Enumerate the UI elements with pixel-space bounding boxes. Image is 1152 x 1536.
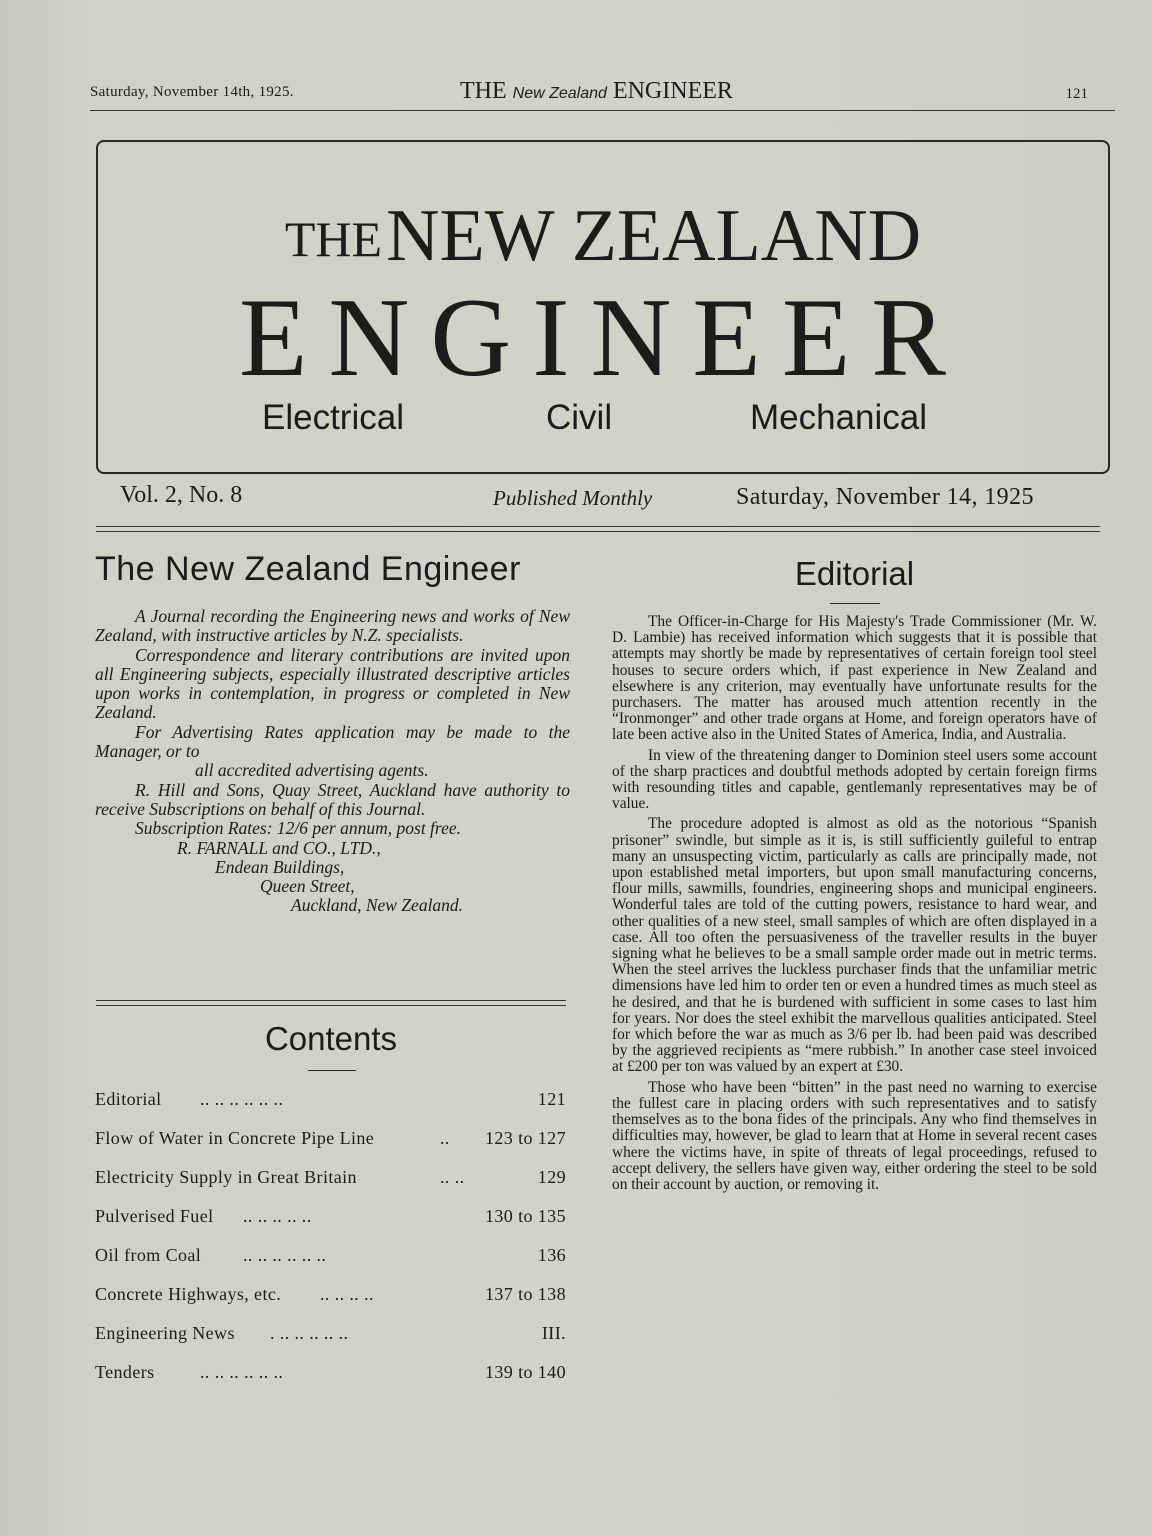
publisher-city: Auckland, New Zealand. [291, 895, 464, 916]
contents-list [95, 1085, 568, 1397]
about-paragraph: A Journal recording the Engineering news and works of New Zealand, with instructive articles by N.Z. specialists. [95, 606, 570, 646]
contents-entry-title: Editorial [95, 1089, 162, 1109]
running-head-title [460, 78, 733, 105]
issue-date: Saturday, November 14, 1925 [736, 484, 1034, 510]
contents-entry-pages: 139 to 140 [484, 1362, 566, 1382]
publisher-building: Endean Buildings, [215, 856, 345, 877]
contents-entry-leader: .. .. .. .. .. .. [200, 1362, 284, 1382]
publisher-street: Queen Street, [260, 876, 355, 897]
contents-rule [96, 1000, 566, 1006]
volume-bar [100, 482, 1100, 518]
contents-entry-leader: .. .. [440, 1167, 465, 1187]
contents-entry[interactable] [95, 1124, 568, 1163]
contents-entry-title: Tenders [95, 1362, 155, 1382]
running-head-engineer: ENGINEER [612, 78, 733, 104]
contents-entry-title: Engineering News [95, 1323, 235, 1343]
about-text [95, 607, 570, 916]
discipline-civil: Civil [546, 398, 613, 437]
subscription-rates: Subscription Rates: 12/6 per annum, post free. [135, 818, 461, 839]
masthead [96, 140, 1110, 474]
masthead-engineer: ENGINEER [239, 276, 967, 400]
discipline-mechanical: Mechanical [750, 398, 928, 437]
discipline-electrical: Electrical [262, 398, 404, 437]
contents-entry[interactable] [95, 1163, 568, 1202]
contents-entry-title: Pulverised Fuel [95, 1206, 214, 1226]
editorial-paragraph: Those who have been “bitten” in the past need no warning to exercise the fullest care in placing orders with such representatives and to satisfy themselves as to the bona fides of the principals. Any who find themselves in difficulties may, however, be glad to learn that at Home in several recent cases where the victims have, in spite of threats of legal proceedings, refused to accept delivery, the sellers have given way, either ordering the steel to be sold on their account by auction, or removing it. [612, 1078, 1097, 1193]
contents-entry-title: Concrete Highways, etc. [95, 1284, 282, 1304]
running-head-new-zealand: New Zealand [512, 85, 607, 102]
about-paragraph: For Advertising Rates application may be made to the Manager, or to [95, 721, 570, 762]
contents-entry-leader: .. .. .. .. .. [243, 1206, 312, 1226]
masthead-new-zealand: NEW ZEALAND [386, 195, 922, 277]
contents-heading: Contents [264, 1020, 398, 1057]
contents-entry-pages: III. [541, 1323, 566, 1343]
contents-heading-rule [308, 1070, 356, 1071]
header-rule [90, 110, 1115, 111]
running-head [90, 80, 1090, 112]
about-paragraph: Correspondence and literary contributions are invited upon all Engineering subjects, especially illustrated descriptive articles upon works in contemplation, in progress or completed in New Zealand. [95, 644, 570, 723]
contents-entry-leader: .. .. .. .. .. .. [200, 1089, 284, 1109]
about-column [95, 550, 570, 916]
editorial-column [612, 555, 1097, 1197]
contents-entry[interactable] [95, 1280, 568, 1319]
contents-entry-leader: .. .. .. .. [320, 1284, 374, 1304]
contents-entry-pages: 121 [537, 1089, 566, 1109]
contents-entry-pages: 137 to 138 [484, 1284, 566, 1304]
contents-entry-title: Electricity Supply in Great Britain [95, 1167, 357, 1187]
publisher-name: R. FARNALL and CO., LTD., [177, 837, 381, 858]
contents-entry[interactable] [95, 1319, 568, 1358]
contents-entry-leader: . .. .. .. .. .. [270, 1323, 349, 1343]
publication-frequency: Published Monthly [493, 486, 653, 510]
contents-entry-pages: 136 [537, 1245, 566, 1265]
editorial-heading-rule [830, 603, 880, 604]
running-head-date: Saturday, November 14th, 1925. [90, 84, 294, 100]
contents-entry[interactable] [95, 1202, 568, 1241]
contents-entry-leader: .. .. .. .. .. .. [243, 1245, 327, 1265]
contents-entry[interactable] [95, 1241, 568, 1280]
editorial-text [612, 614, 1097, 1193]
masthead-title-line [98, 194, 1108, 279]
contents-entry-leader: .. [440, 1128, 450, 1148]
contents-entry-pages: 129 [537, 1167, 566, 1187]
editorial-heading: Editorial [794, 555, 915, 592]
about-heading: The New Zealand Engineer [95, 550, 521, 588]
about-paragraph: all accredited advertising agents. [195, 760, 429, 781]
masthead-double-rule [96, 526, 1100, 532]
contents-entry-pages: 130 to 135 [484, 1206, 566, 1226]
volume-number: Vol. 2, No. 8 [120, 482, 243, 508]
running-head-the: THE [460, 78, 507, 104]
masthead-disciplines [98, 398, 1108, 442]
contents-entry-title: Flow of Water in Concrete Pipe Line [95, 1128, 375, 1148]
contents-entry[interactable] [95, 1358, 568, 1397]
about-paragraph: R. Hill and Sons, Quay Street, Auckland have authority to receive Subscriptions on behalf of this Journal. [95, 779, 570, 819]
editorial-paragraph: In view of the threatening danger to Dominion steel users some account of the sharp practices and doubtful methods adopted by certain foreign firms with resounding titles and capable, gentlemanly representatives may be of value. [612, 746, 1097, 813]
contents-entry[interactable] [95, 1085, 568, 1124]
contents-entry-pages: 123 to 127 [484, 1128, 566, 1148]
masthead-the: THE [284, 211, 383, 267]
editorial-paragraph: The Officer-in-Charge for His Majesty's Trade Commissioner (Mr. W. D. Lambie) has received information which suggests that it is possible that attempts may shortly be made by representatives of certain foreign tool steel houses to secure orders which, if past experience in New Zealand and elsewhere is any criterion, may eventually have unfortunate results for the purchasers. The matter has aroused much attention recently in the “Ironmonger” and other trade organs at Home, and foreign operators have of late been active also in the United States of America, India, and Australia. [612, 613, 1097, 744]
contents-entry-title: Oil from Coal [95, 1245, 202, 1265]
editorial-paragraph: The procedure adopted is almost as old as the notorious “Spanish prisoner” swindle, but simple as it is, is still sufficiently guileful to entrap many an unsuspecting victim, particularly as calls are principally made, not upon established metal importers, but upon small manufacturing concerns, flour mills, sawmills, foundries, engineering shops and municipal engineers. Wonderful tales are told of the cutting powers, resistance to hard wear, and other qualities of a new steel, small samples of which are often displayed in a case. All too often the persuasiveness of the traveller results in the buyer signing what he believes to be a small sample order made out in metric terms. When the steel arrives the luckless purchaser finds that the unfamiliar metric dimensions have led him to order ten or even a hundred times as much steel as he desired, and that he is burdened with sufficient in some cases to last him for years. Nor does the steel exhibit the marvellous qualities anticipated. Steel for which before the war as much as 3/6 per lb. had been paid was described by the aggrieved recipients as “mere rubbish.” In another case steel invoiced at £200 per ton was valued by an expert at £30. [612, 815, 1097, 1076]
page-number: 121 [1065, 86, 1088, 102]
